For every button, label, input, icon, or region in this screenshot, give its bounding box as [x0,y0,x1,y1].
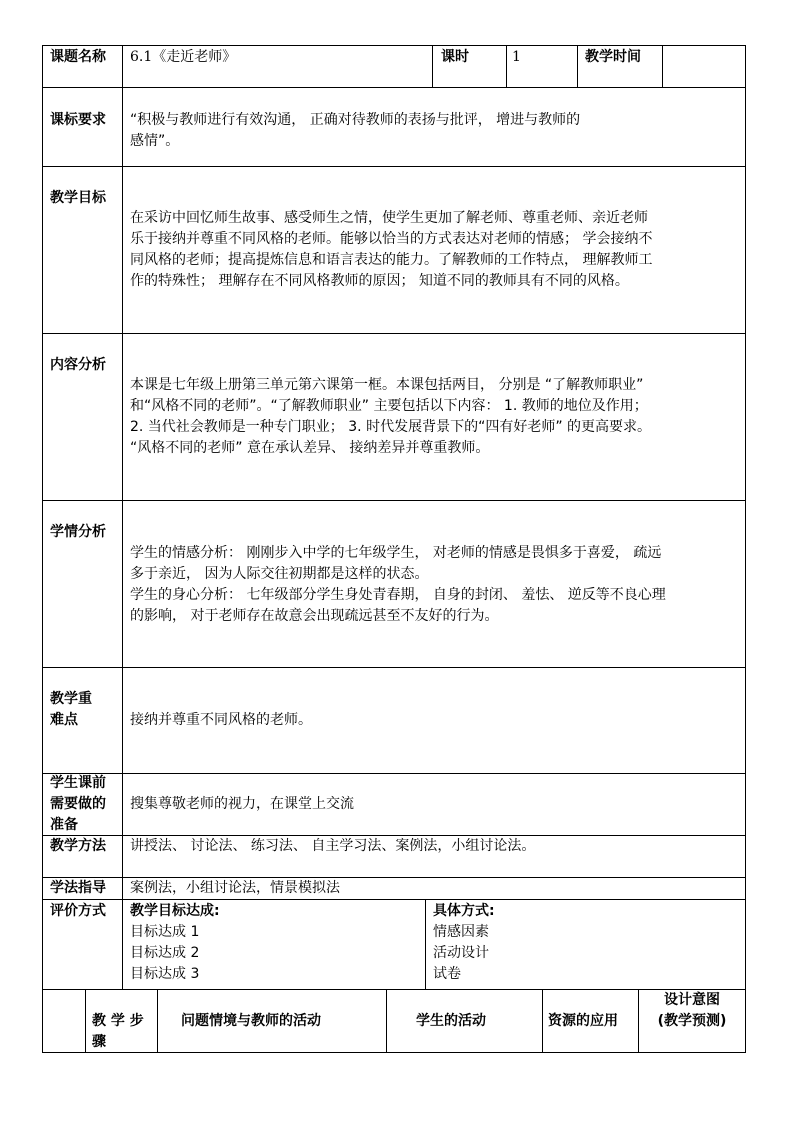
learning-text: 案例法，小组讨论法，情景模拟法 [130,880,340,896]
steps-col-teacher: 问题情境与教师的活动 [181,1013,321,1029]
students-line: 的影响， 对于老师存在故意会出现疏远甚至不友好的行为。 [130,608,499,624]
content-text [130,375,651,459]
goals-line: 乐于接纳并尊重不同风格的老师。能够以恰当的方式表达对老师的情感； 学会接纳不 [130,231,653,247]
steps-col-step [92,1011,144,1053]
evaluation-left-item: 目标达成 2 [130,945,200,961]
preparation-label [50,773,106,836]
steps-col-design-line: 设计意图 [664,992,720,1008]
preparation-text: 搜集尊敬老师的视力，在课堂上交流 [130,796,354,812]
curriculum-label: 课标要求 [50,112,106,128]
learning-label: 学法指导 [50,880,106,896]
evaluation-right-item: 试卷 [433,966,461,982]
students-text [130,543,666,627]
evaluation-label: 评价方式 [50,903,106,919]
students-line: 学生的身心分析： 七年级部分学生身处青春期， 自身的封闭、 羞怯、 逆反等不良心理 [130,587,666,603]
steps-col-design [652,990,732,1032]
students-line: 多于亲近， 因为人际交往初期都是这样的状态。 [130,566,429,582]
goals-label: 教学目标 [50,190,106,206]
preparation-label-line: 学生课前 [50,775,106,791]
content-line: 和“风格不同的老师”。“了解教师职业” 主要包括以下内容： 1. 教师的地位及作用； [130,398,648,414]
evaluation-left-item: 目标达成 3 [130,966,200,982]
key-points-label [50,689,92,731]
content-label: 内容分析 [50,357,106,373]
content-line: 2. 当代社会教师是一种专门职业； 3. 时代发展背景下的“四有好老师” 的更高要求。 [130,419,652,435]
evaluation-left [130,901,220,985]
title-label: 课题名称 [50,49,106,65]
goals-text [130,208,652,292]
goals-line: 在采访中回忆师生故事、感受师生之情，使学生更加了解老师、尊重老师、亲近老师 [130,210,648,226]
steps-col-design-line: (教学预测) [657,1013,727,1029]
key-points-label-line: 难点 [50,712,78,728]
key-points-text: 接纳并尊重不同风格的老师。 [130,712,312,728]
content-line: “风格不同的老师” 意在承认差异、 接纳差异并尊重教师。 [130,440,490,456]
preparation-label-line: 需要做的 [50,796,106,812]
steps-blank-cell [42,989,86,1053]
preparation-label-line: 准备 [50,817,78,833]
goals-line: 同风格的老师；提高提炼信息和语言表达的能力。了解教师的工作特点， 理解教师工 [130,252,653,268]
evaluation-right [433,901,495,985]
evaluation-right-title: 具体方式: [433,903,495,919]
curriculum-line: 感情”。 [130,133,180,149]
goals-line: 作的特殊性； 理解存在不同风格教师的原因； 知道不同的教师具有不同的风格。 [130,273,629,289]
students-line: 学生的情感分析： 刚刚步入中学的七年级学生， 对老师的情感是畏惧多于喜爱， 疏远 [130,545,662,561]
methods-label: 教学方法 [50,838,106,854]
students-label: 学情分析 [50,524,106,540]
time-value-cell [662,45,746,88]
evaluation-right-item: 活动设计 [433,945,489,961]
key-points-label-line: 教学重 [50,691,92,707]
evaluation-left-title: 教学目标达成: [130,903,220,919]
curriculum-text [130,110,580,152]
evaluation-right-item: 情感因素 [433,924,489,940]
methods-text: 讲授法、 讨论法、 练习法、 自主学习法、案例法，小组讨论法。 [130,838,536,854]
steps-col-resource: 资源的应用 [548,1013,618,1029]
time-label: 教学时间 [585,49,641,65]
steps-col-step-line: 骤 [92,1034,106,1050]
steps-col-student: 学生的活动 [416,1013,486,1029]
evaluation-left-item: 目标达成 1 [130,924,200,940]
hours-label: 课时 [441,49,469,65]
curriculum-line: “积极与教师进行有效沟通， 正确对待教师的表扬与批评， 增进与教师的 [130,112,581,128]
steps-col-step-line: 教 学 步 [92,1013,144,1029]
hours-value: 1 [512,49,521,65]
title-value: 6.1《走近老师》 [130,49,237,65]
content-line: 本课是七年级上册第三单元第六课第一框。本课包括两目， 分别是 “了解教师职业” [130,377,644,393]
